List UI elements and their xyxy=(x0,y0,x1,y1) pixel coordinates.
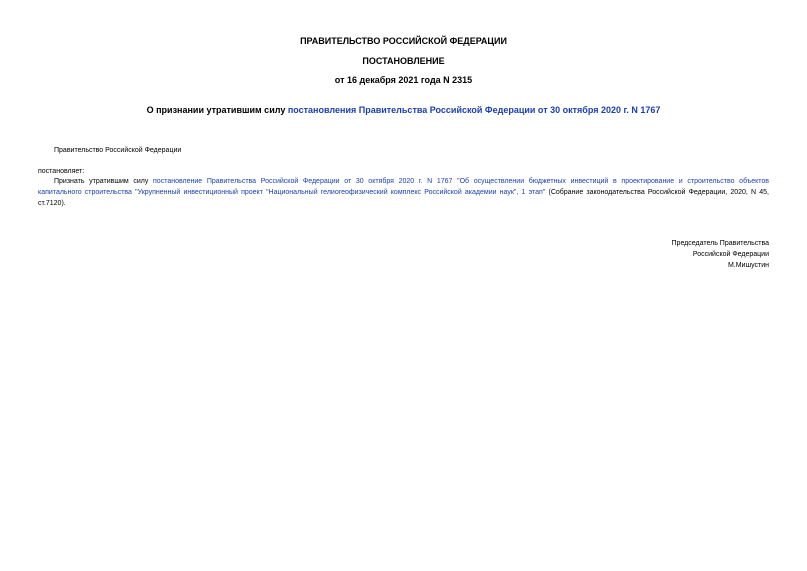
paragraph-intro: Признать утратившим силу xyxy=(54,178,154,185)
document-title xyxy=(0,105,807,116)
document-type: ПОСТАНОВЛЕНИЕ xyxy=(362,56,445,66)
paragraph-source-end: ст.7120). xyxy=(38,200,66,207)
title-referenced-act-link[interactable]: постановления Правительства Российской Федерации от 30 октября 2020 г. N 1767 xyxy=(287,105,661,115)
title-prefix: О признании утратившим силу xyxy=(146,105,288,115)
signature-position-line-1: Председатель Правительства xyxy=(671,240,769,247)
document-date-number: от 16 декабря 2021 года N 2315 xyxy=(334,75,473,85)
paragraph-line-1 xyxy=(38,176,769,187)
paragraph-line-3 xyxy=(38,198,769,209)
paragraph-line-2 xyxy=(38,187,769,198)
paragraph-source: (Собрание законодательства Российской Федерации, 2020, N 45, xyxy=(545,189,769,196)
repealed-act-link-part2[interactable]: капитального строительства "Укрупненный инвестиционный проект "Национальный гелиогеофизический комплекс Российской академии наук", 1 этап" xyxy=(38,189,546,196)
government-name: ПРАВИТЕЛЬСТВО РОССИЙСКОЙ ФЕДЕРАЦИИ xyxy=(300,36,507,46)
issuer-text: Правительство Российской Федерации xyxy=(54,147,182,154)
signature-position-line-2: Российской Федерации xyxy=(692,251,769,258)
signature-name: М.Мишустин xyxy=(727,262,769,269)
decides-text: постановляет: xyxy=(38,168,85,175)
repealed-act-link-part1[interactable]: постановление Правительства Российской Федерации от 30 октября 2020 г. N 1767 "Об осуществлении бюджетных инвестиций в проектирование и строительство объектов xyxy=(153,178,770,185)
main-paragraph xyxy=(38,176,769,209)
